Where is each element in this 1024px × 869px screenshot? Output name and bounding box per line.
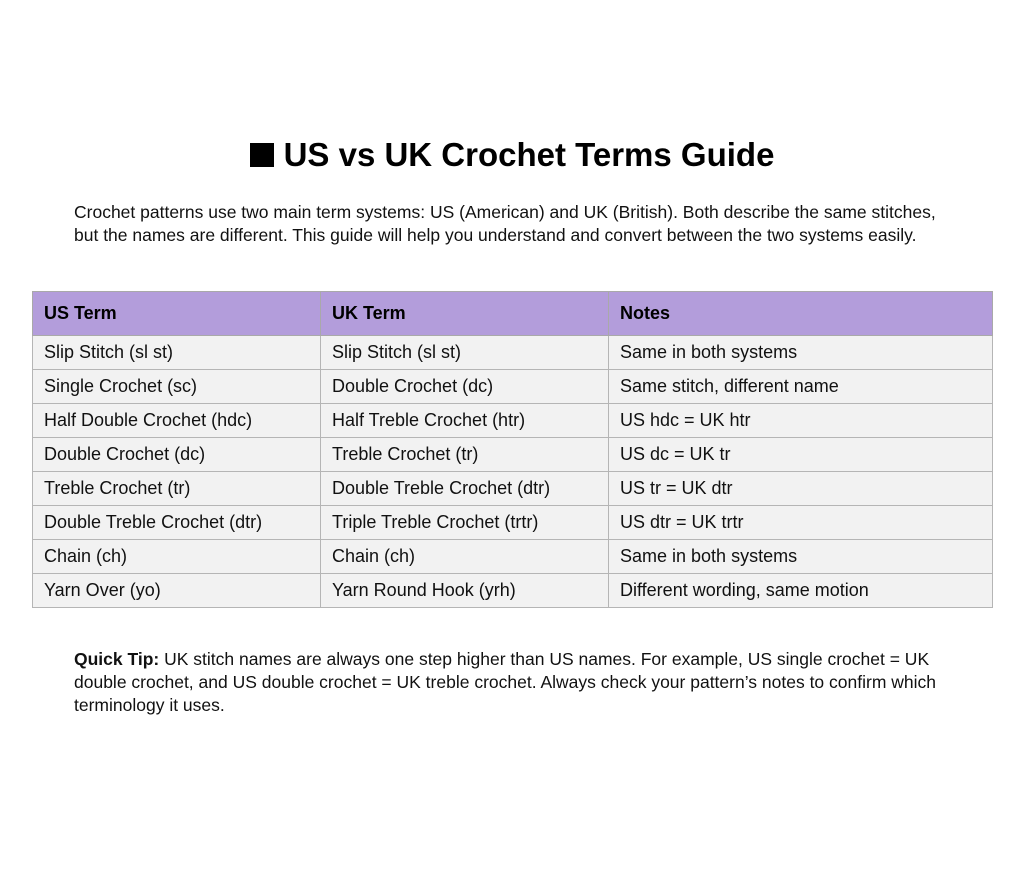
us-term-cell: Double Treble Crochet (dtr) (33, 506, 321, 540)
table-row (33, 540, 993, 574)
table-row (33, 404, 993, 438)
column-header-uk-term: UK Term (321, 292, 609, 336)
us-term-cell: Half Double Crochet (hdc) (33, 404, 321, 438)
us-term-cell: Slip Stitch (sl st) (33, 336, 321, 370)
quick-tip-text: UK stitch names are always one step higher than US names. For example, US single crochet = UK double crochet, and US double crochet = UK treble crochet. Always check your pattern’s notes to confirm which terminology it uses. (74, 649, 937, 715)
notes-cell: Same in both systems (609, 336, 993, 370)
black-square-icon (250, 143, 274, 167)
table-row (33, 574, 993, 608)
quick-tip-paragraph (74, 648, 964, 717)
notes-cell: US tr = UK dtr (609, 472, 993, 506)
uk-term-cell: Half Treble Crochet (htr) (321, 404, 609, 438)
uk-term-cell: Chain (ch) (321, 540, 609, 574)
notes-cell: US hdc = UK htr (609, 404, 993, 438)
us-term-cell: Chain (ch) (33, 540, 321, 574)
table-row (33, 506, 993, 540)
notes-cell: US dtr = UK trtr (609, 506, 993, 540)
table-row (33, 336, 993, 370)
table-row (33, 370, 993, 404)
uk-term-cell: Slip Stitch (sl st) (321, 336, 609, 370)
column-header-us-term: US Term (33, 292, 321, 336)
notes-cell: Same in both systems (609, 540, 993, 574)
uk-term-cell: Double Treble Crochet (dtr) (321, 472, 609, 506)
uk-term-cell: Treble Crochet (tr) (321, 438, 609, 472)
notes-cell: Different wording, same motion (609, 574, 993, 608)
page-title (0, 134, 1024, 176)
uk-term-cell: Triple Treble Crochet (trtr) (321, 506, 609, 540)
terms-table (32, 291, 993, 608)
us-term-cell: Single Crochet (sc) (33, 370, 321, 404)
table-row (33, 472, 993, 506)
table-row (33, 438, 993, 472)
page-title-text: US vs UK Crochet Terms Guide (283, 136, 775, 174)
uk-term-cell: Double Crochet (dc) (321, 370, 609, 404)
column-header-notes: Notes (609, 292, 993, 336)
us-term-cell: Treble Crochet (tr) (33, 472, 321, 506)
notes-cell: Same stitch, different name (609, 370, 993, 404)
quick-tip-label: Quick Tip: (74, 649, 160, 669)
table-header-row (33, 292, 993, 336)
intro-paragraph: Crochet patterns use two main term systems: US (American) and UK (British). Both describe the same stitches, but the names are different. This guide will help you understand and convert between the two systems easily. (74, 202, 936, 245)
us-term-cell: Yarn Over (yo) (33, 574, 321, 608)
uk-term-cell: Yarn Round Hook (yrh) (321, 574, 609, 608)
notes-cell: US dc = UK tr (609, 438, 993, 472)
us-term-cell: Double Crochet (dc) (33, 438, 321, 472)
